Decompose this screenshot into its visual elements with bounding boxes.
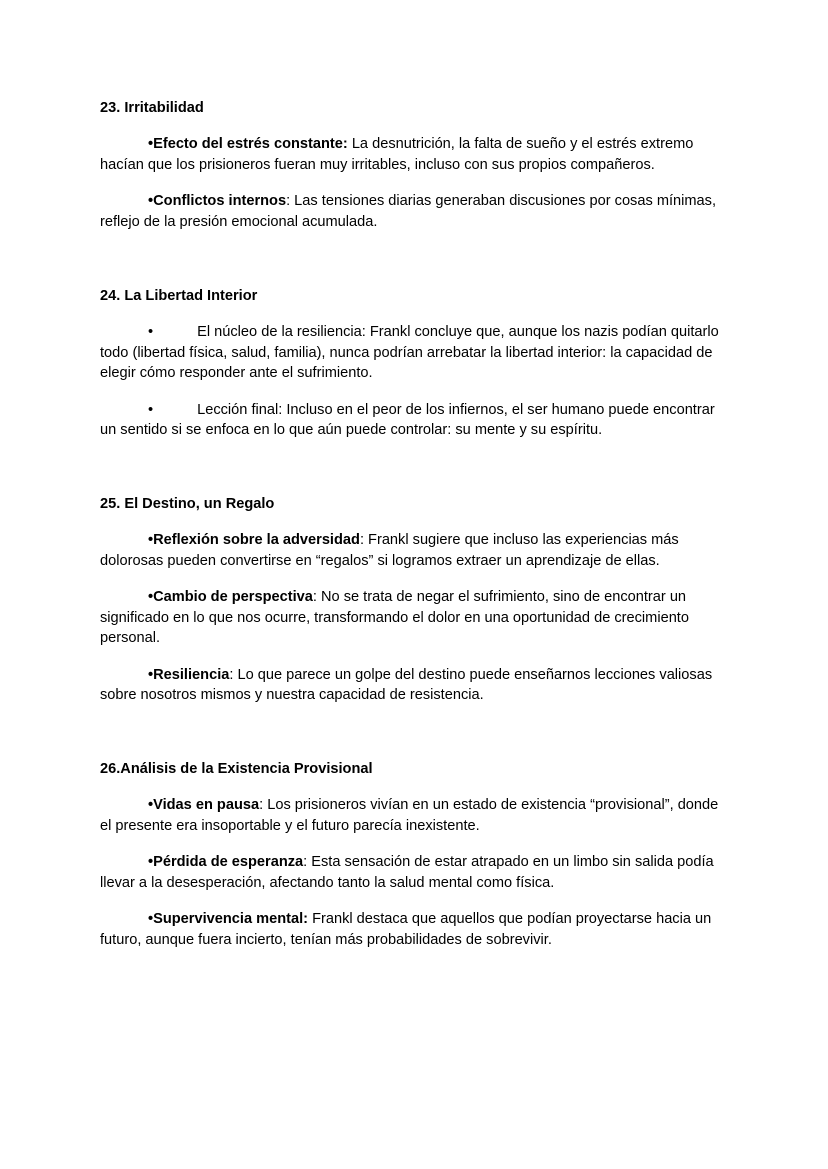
- paragraph: [100, 587, 730, 649]
- paragraph: [100, 322, 730, 384]
- paragraph-text: : Los prisioneros vivían en un estado de existencia “provisional”, donde el presente era insoportable y el futuro parecía inexistente.: [100, 797, 719, 834]
- section-heading: 26.Análisis de la Existencia Provisional: [100, 761, 373, 777]
- bullet: •: [148, 324, 154, 340]
- paragraph-lead: •Resiliencia: [148, 666, 230, 683]
- section-heading: 23. Irritabilidad: [100, 100, 204, 116]
- paragraph: [100, 530, 730, 571]
- paragraph-lead: •Cambio de perspectiva: [148, 589, 313, 605]
- paragraph-text: Lección final: Incluso en el peor de los infiernos, el ser humano puede encontrar un sentido si se enfoca en lo que aún puede controlar: su mente y su espíritu.: [100, 401, 715, 438]
- section-24-libertad-interior: [100, 286, 730, 457]
- paragraph-text: : Lo que parece un golpe del destino puede enseñarnos lecciones valiosas sobre nosotros mismos y nuestra capacidad de resistencia.: [100, 666, 713, 703]
- paragraph: [100, 400, 730, 441]
- paragraph-lead: •Supervivencia mental:: [148, 911, 309, 927]
- paragraph-text: : Esta sensación de estar atrapado en un limbo sin salida podía llevar a la desesperación, afectando tanto la salud mental como física.: [100, 854, 714, 891]
- paragraph-text: : Frankl sugiere que incluso las experiencias más dolorosas pueden convertirse en “regalos” si logramos extraer un aprendizaje de ellas.: [100, 532, 679, 569]
- paragraph-text: La desnutrición, la falta de sueño y el estrés extremo hacían que los prisioneros fueran muy irritables, incluso con sus propios compañeros.: [100, 136, 694, 173]
- paragraph: [100, 191, 730, 232]
- section-heading: 24. La Libertad Interior: [100, 288, 258, 304]
- paragraph: [100, 852, 730, 893]
- section-heading: 25. El Destino, un Regalo: [100, 496, 275, 512]
- paragraph-text: : Las tensiones diarias generaban discusiones por cosas mínimas, reflejo de la presión emocional acumulada.: [100, 193, 717, 230]
- paragraph-lead: •Conflictos internos: [148, 193, 287, 209]
- paragraph: [100, 665, 730, 706]
- paragraph: [100, 795, 730, 836]
- paragraph-lead: •Efecto del estrés constante:: [148, 136, 348, 152]
- paragraph-text: : No se trata de negar el sufrimiento, sino de encontrar un significado en lo que nos ocurre, transformando el dolor en una oportunidad de crecimiento personal.: [100, 589, 689, 646]
- bullet: •: [148, 401, 154, 418]
- section-23-irritabilidad: [100, 98, 730, 248]
- paragraph-text: Frankl destaca que aquellos que podían proyectarse hacia un futuro, aunque fuera incierto, tenían más probabilidades de sobrevivir.: [100, 911, 712, 948]
- section-26-existencia-provisional: [100, 759, 730, 966]
- section-25-destino-regalo: [100, 494, 730, 722]
- paragraph-lead: •Vidas en pausa: [148, 797, 260, 813]
- paragraph-lead: •Pérdida de esperanza: [148, 854, 304, 870]
- paragraph-lead: •Reflexión sobre la adversidad: [148, 532, 360, 548]
- paragraph: [100, 909, 730, 950]
- paragraph: [100, 134, 730, 175]
- paragraph-text: El núcleo de la resiliencia: Frankl concluye que, aunque los nazis podían quitarlo todo (libertad física, salud, familia), nunca podrían arrebatar la libertad interior: la capacidad de elegir cómo responder ante el sufrimiento.: [100, 324, 719, 381]
